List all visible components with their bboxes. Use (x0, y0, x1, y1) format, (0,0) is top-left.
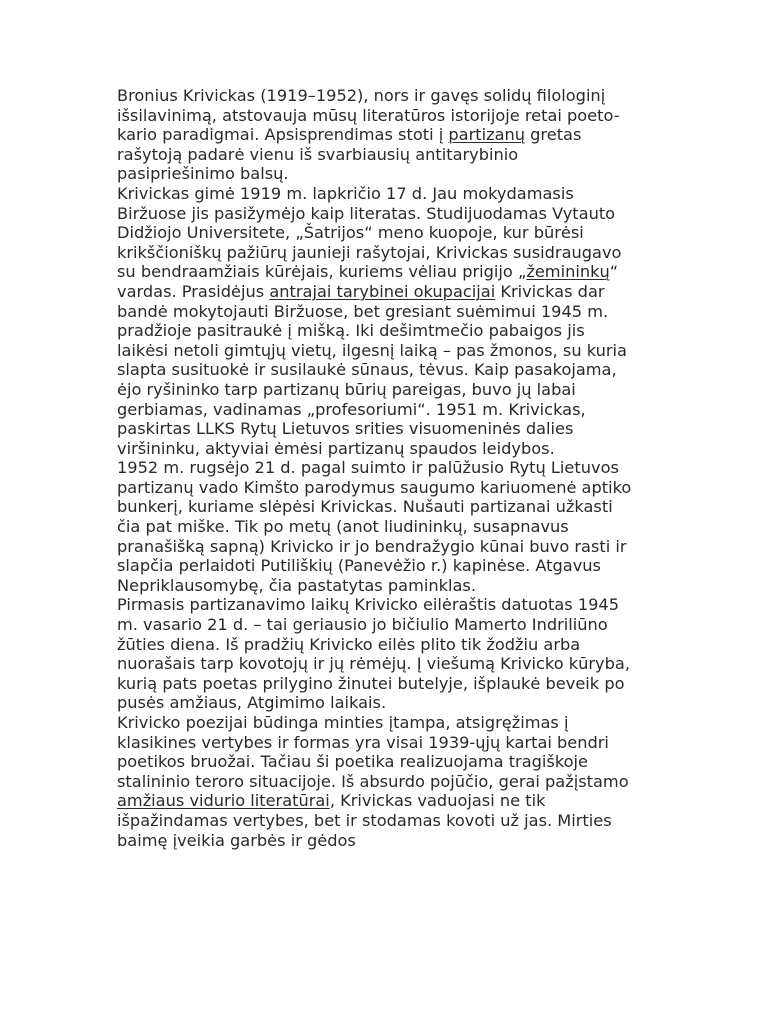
paragraph-text: , Krivickas vaduojasi ne tik išpažindamas vertybes, bet ir stodamas kovoti už jas. Mirties baimę įveikia garbės ir gėdos (117, 791, 612, 850)
link-partizanu[interactable]: partizanų (448, 125, 526, 145)
paragraph-text: Pirmasis partizanavimo laikų Krivicko eilėraštis datuotas 1945 m. vasario 21 d. – tai geriausio jo bičiulio Mamerto Indriliūno žūties diena. Iš pradžių Krivicko eilės plito tik žodžiu arba nuorašais tarp kovotojų ir jų rėmėjų. Į viešumą Krivicko kūryba, kurią pats poetas prilygino žinutei butelyje, išplaukė beveik po pusės amžiaus, Atgimimo laikais. (117, 595, 630, 713)
paragraph-death (117, 458, 637, 595)
link-amziaus-vidurio-literaturai[interactable]: amžiaus vidurio literatūrai (117, 791, 330, 811)
document-page (117, 86, 637, 850)
paragraph-first-poem (117, 595, 637, 713)
paragraph-text: Krivickas gimė 1919 m. lapkričio 17 d. Jau mokydamasis Biržuose jis pasižymėjo kaip literatas. Studijuodamas Vytauto Didžiojo Universitete, „Šatrijos“ meno kuopoje, kur būrėsi krikščioniškų pažiūrų jaunieji rašytojai, Krivickas susidraugavo su bendraamžiais kūrėjais, kuriems vėliau prigijo „ (117, 183, 622, 282)
paragraph-text: Krivickas dar bandė mokytojauti Biržuose, bet gresiant suėmimui 1945 m. pradžioje pasitraukė į mišką. Iki dešimtmečio pabaigos jis laikėsi netoli gimtųjų vietų, ilgesnį laiką – pas žmonos, su kuria slapta susituokė ir susilaukė sūnaus, tėvus. Kaip pasakojama, ėjo ryšininko tarp partizanų būrių pareigas, buvo jų labai gerbiamas, vadinamas „profesoriumi“. 1951 m. Krivickas, paskirtas LLKS Rytų Lietuvos srities visuomeninės dalies viršininku, aktyviai ėmėsi partizanų spaudos leidybos. (117, 281, 627, 458)
link-zemininku[interactable]: žemininkų (526, 262, 610, 282)
paragraph-text: 1952 m. rugsėjo 21 d. pagal suimto ir palūžusio Rytų Lietuvos partizanų vado Kimšto parodymus saugumo kariuomenė aptiko bunkerį, kuriame slėpėsi Krivickas. Nušauti partizanai užkasti čia pat miške. Tik po metų (anot liudininkų, susapnavus pranašišką sapną) Krivicko ir jo bendražygio kūnai buvo rasti ir slapčia perlaidoti Putiliškių (Panevėžio r.) kapinėse. Atgavus Nepriklausomybę, čia pastatytas paminklas. (117, 458, 632, 595)
paragraph-poetics (117, 713, 637, 850)
paragraph-text: “ vardas. Prasidėjus (117, 262, 619, 301)
paragraph-intro (117, 86, 637, 184)
paragraph-text: gretas rašytoją padarė vienu iš svarbiausių antitarybinio pasipriešinimo balsų. (117, 125, 582, 184)
paragraph-biography (117, 184, 637, 458)
paragraph-text: Krivicko poezijai būdinga minties įtampa, atsigręžimas į klasikines vertybes ir formas yra visai 1939-ųjų kartai bendri poetikos bruožai. Tačiau ši poetika realizuojama tragiškoje stalininio teroro situacijoje. Iš absurdo pojūčio, gerai pažįstamo (117, 713, 629, 791)
link-antrajai-tarybinei-okupacijai[interactable]: antrajai tarybinei okupacijai (269, 281, 496, 301)
paragraph-text: Bronius Krivickas (1919–1952), nors ir gavęs solidų filologinį išsilavinimą, atstovauja mūsų literatūros istorijoje retai poeto-kario paradigmai. Apsisprendimas stoti į (117, 86, 620, 145)
